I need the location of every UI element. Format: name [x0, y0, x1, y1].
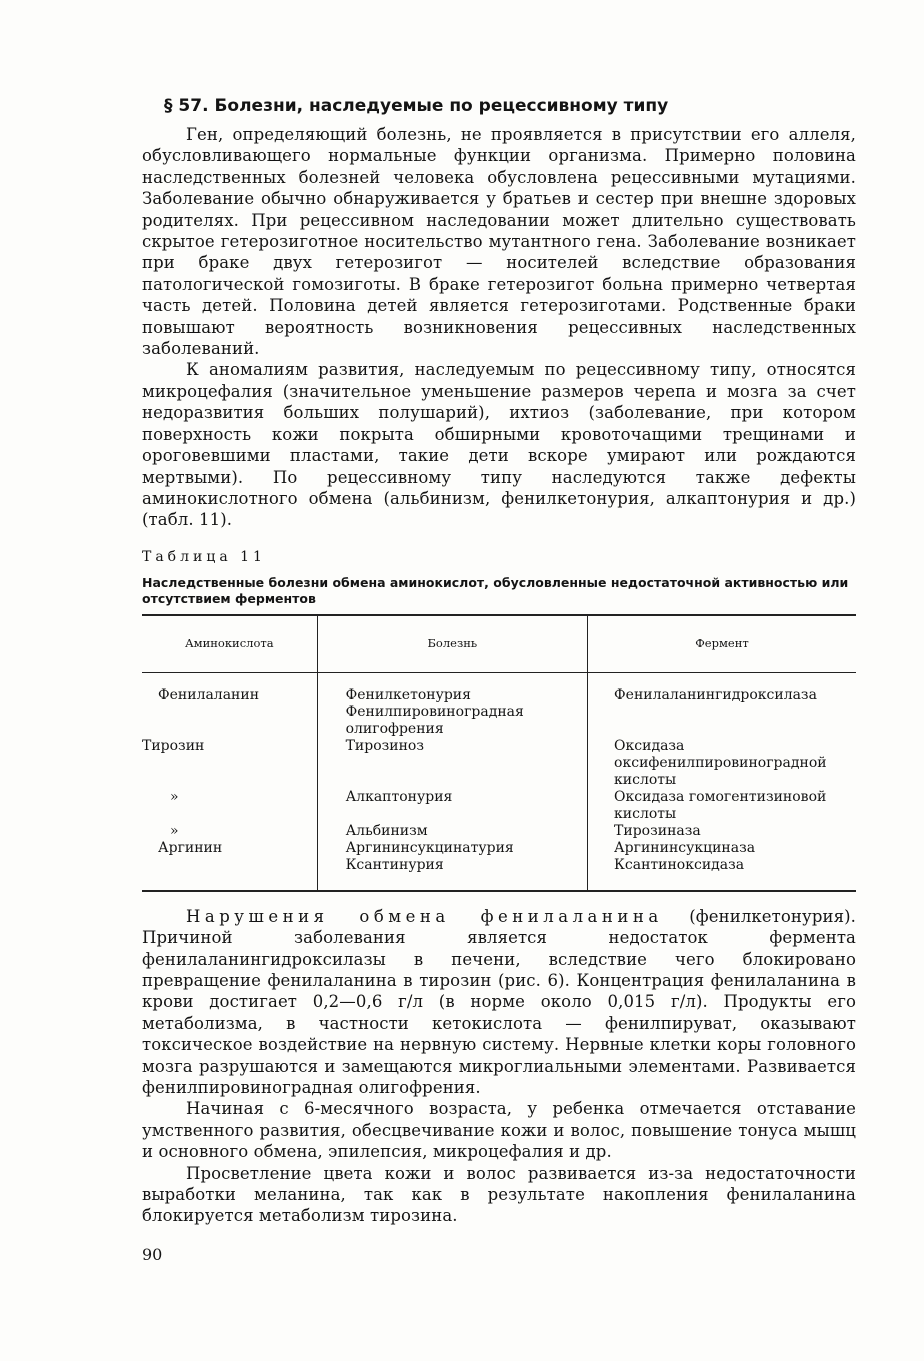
table-number: Таблица 11 [142, 548, 266, 565]
header-disease: Болезнь [317, 615, 587, 673]
cell-acid: Аргинин [158, 839, 223, 856]
header-acid: Аминокислота [142, 615, 317, 673]
table-row [142, 738, 856, 789]
cell-enzyme: Ксантиноксидаза [614, 856, 745, 873]
cell-acid [142, 704, 317, 738]
page-number: 90 [142, 1244, 163, 1264]
cell-disease: Ксантинурия [317, 857, 587, 891]
cell-acid: » [170, 788, 179, 805]
cell-enzyme: Фенилаланингидроксилаза [614, 686, 817, 703]
cell-enzyme: Аргининсукциназа [614, 839, 756, 856]
cell-acid [142, 857, 317, 891]
paragraph-3 [142, 906, 856, 1099]
section-heading: § 57. Болезни, наследуемые по рецессивному типу [164, 96, 669, 116]
table-row [142, 823, 856, 840]
cell-disease: Тирозиноз [317, 738, 587, 789]
cell-acid: Тирозин [142, 737, 205, 754]
table-row [142, 704, 856, 738]
cell-disease: Аргининсукцинатурия [317, 840, 587, 857]
paragraph-5: Просветление цвета кожи и волос развивается из-за недостаточности выработки меланина, так как в результате накопления фенилаланина блокируется метаболизм тирозина. [142, 1163, 856, 1226]
paragraph-4: Начиная с 6-месячного возраста, у ребенка отмечается отставание умственного развития, обесцвечивание кожи и волос, повышение тонуса мышц и основного обмена, эпилепсия, микроцефалия и др. [142, 1099, 856, 1162]
cell-disease: Альбинизм [317, 823, 587, 840]
paragraph-2: К аномалиям развития, наследуемым по рецессивному типу, относятся микроцефалия (значительное уменьшение размеров черепа и мозга за счет недоразвития больших полушарий), ихтиоз (заболевание, при котором поверхность кожи покрыта обширными кровоточащими трещинами и ороговевшими пластами, такие дети вскоре умирают или рождаются мертвыми). По рецессивному типу наследуются также дефекты аминокислотного обмена (альбинизм, фенилкетонурия, алкаптонурия и др.) (табл. 11). [142, 360, 856, 530]
paragraph-1: Ген, определяющий болезнь, не проявляется в присутствии его аллеля, обусловливающего нормальные функции организма. Примерно половина наследственных болезней человека обусловлена рецессивными мутациями. Заболевание обычно обнаруживается у братьев и сестер при внешне здоровых родителях. При рецессивном наследовании может длительно существовать скрытое гетерозиготное носительство мутантного гена. Заболевание возникает при браке двух гетерозигот — носителей вследствие образования патологической гомозиготы. В браке гетерозигот больна примерно четвертая часть детей. Половина детей является гетерозиготами. Родственные браки повышают вероятность возникновения рецессивных наследственных заболеваний. [142, 125, 856, 359]
table-row [142, 857, 856, 891]
header-enzyme: Фермент [588, 615, 856, 673]
cell-enzyme: Оксидаза оксифенилпировиноградной кислоты [614, 737, 827, 788]
table-row [142, 789, 856, 823]
table-row [142, 840, 856, 857]
paragraph-3-lead: Нарушения обмена фенилаланина [186, 906, 663, 926]
paragraph-3-text: (фенилкетонурия). Причиной заболевания является недостаток фермента фенилаланингидроксилазы в печени, вследствие чего блокировано превращение фенилаланина в тирозин (рис. 6). Концентрация фенилаланина в крови достигает 0,2—0,6 г/л (в норме около 0,015 г/л). Продукты его метаболизма, в частности кетокислота — фенилпируват, оказывают токсическое воздействие на нервную систему. Нервные клетки коры головного мозга разрушаются и замещаются микроглиальными элементами. Развивается фенилпировиноградная олигофрения. [142, 906, 856, 1097]
amino-acid-table [142, 614, 856, 892]
cell-acid: Фенилаланин [158, 686, 260, 703]
cell-enzyme: Оксидаза гомогентизиновой кислоты [614, 788, 827, 822]
table-caption: Наследственные болезни обмена аминокислот, обусловленные недостаточной активностью или отсутствием ферментов [142, 574, 849, 606]
cell-disease: Фенилпировиноградная олигофрения [317, 704, 587, 738]
table-row [142, 672, 856, 704]
cell-enzyme: Тирозиназа [614, 822, 701, 839]
page [142, 88, 856, 1264]
cell-disease: Фенилкетонурия [317, 672, 587, 704]
cell-acid: » [170, 822, 179, 839]
cell-disease: Алкаптонурия [317, 789, 587, 823]
cell-enzyme [588, 704, 856, 738]
